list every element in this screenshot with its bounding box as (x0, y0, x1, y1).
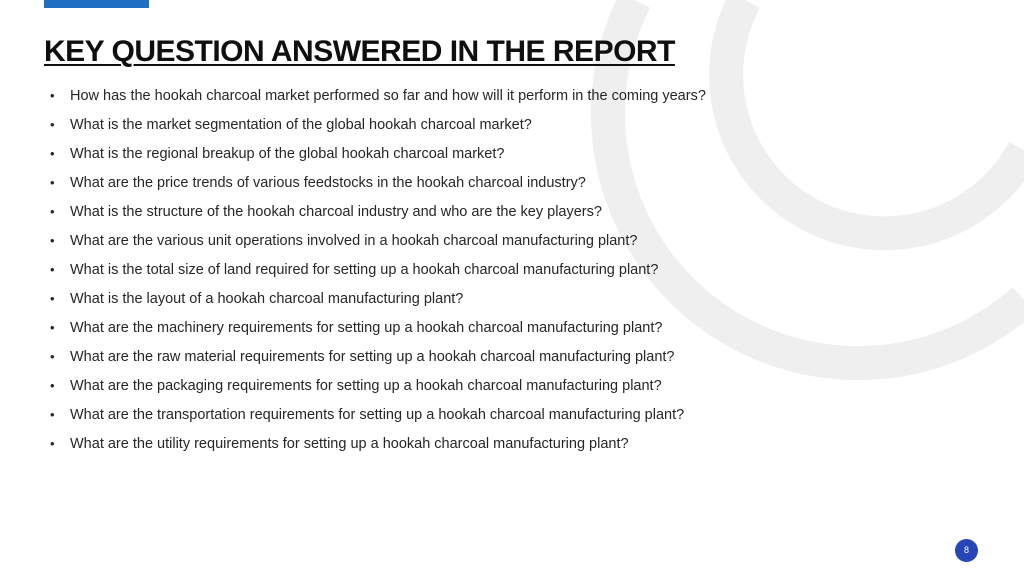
bullet-icon: • (50, 436, 55, 451)
bullet-icon: • (50, 291, 55, 306)
list-item (50, 378, 850, 407)
list-item (50, 233, 850, 262)
list-item (50, 262, 850, 291)
question-text: What is the total size of land required for setting up a hookah charcoal manufacturing plant? (70, 262, 659, 278)
question-text: What are the packaging requirements for setting up a hookah charcoal manufacturing plant? (70, 378, 662, 394)
bullet-icon: • (50, 233, 55, 248)
slide-title: KEY QUESTION ANSWERED IN THE REPORT (44, 35, 675, 68)
list-item (50, 175, 850, 204)
question-text: What is the market segmentation of the global hookah charcoal market? (70, 117, 532, 133)
bullet-icon: • (50, 204, 55, 219)
bullet-icon: • (50, 117, 55, 132)
bullet-icon: • (50, 349, 55, 364)
question-text: What are the price trends of various feedstocks in the hookah charcoal industry? (70, 175, 586, 191)
list-item (50, 407, 850, 436)
question-text: What is the regional breakup of the global hookah charcoal market? (70, 146, 505, 162)
question-text: How has the hookah charcoal market performed so far and how will it perform in the coming years? (70, 88, 706, 104)
bullet-icon: • (50, 407, 55, 422)
question-text: What are the machinery requirements for setting up a hookah charcoal manufacturing plant? (70, 320, 663, 336)
top-accent-bar (44, 0, 149, 8)
list-item (50, 88, 850, 117)
bullet-icon: • (50, 262, 55, 277)
question-text: What are the transportation requirements for setting up a hookah charcoal manufacturing plant? (70, 407, 685, 423)
question-list (50, 88, 850, 465)
bullet-icon: • (50, 175, 55, 190)
question-text: What is the layout of a hookah charcoal manufacturing plant? (70, 291, 464, 307)
question-text: What is the structure of the hookah charcoal industry and who are the key players? (70, 204, 602, 220)
list-item (50, 291, 850, 320)
list-item (50, 117, 850, 146)
list-item (50, 204, 850, 233)
bullet-icon: • (50, 320, 55, 335)
list-item (50, 436, 850, 465)
list-item (50, 349, 850, 378)
bullet-icon: • (50, 88, 55, 103)
list-item (50, 320, 850, 349)
list-item (50, 146, 850, 175)
question-text: What are the raw material requirements for setting up a hookah charcoal manufacturing plant? (70, 349, 675, 365)
page-number-badge: 8 (955, 539, 978, 562)
question-text: What are the various unit operations involved in a hookah charcoal manufacturing plant? (70, 233, 638, 249)
question-text: What are the utility requirements for setting up a hookah charcoal manufacturing plant? (70, 436, 629, 452)
bullet-icon: • (50, 378, 55, 393)
bullet-icon: • (50, 146, 55, 161)
